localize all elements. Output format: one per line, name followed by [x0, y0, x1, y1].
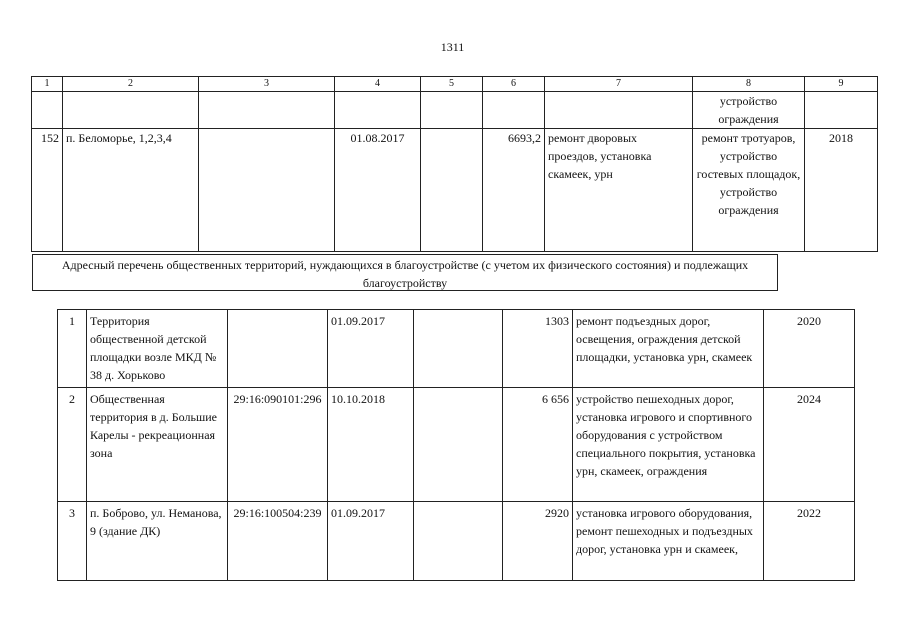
- planned-works-cell: устройство ограждения: [693, 92, 805, 129]
- row-number-cell: 152: [32, 129, 63, 252]
- table-cell: [414, 310, 503, 388]
- table-cell: [545, 92, 693, 129]
- table-cell: [32, 92, 63, 129]
- continuation-row: [32, 92, 878, 129]
- works-cell: установка игрового оборудования, ремонт пешеходных и подъездных дорог, установка урн и скамеек,: [573, 502, 764, 581]
- column-number: 2: [63, 77, 199, 92]
- row-number-cell: 2: [58, 388, 87, 502]
- cadastral-cell: [199, 129, 335, 252]
- name-cell: п. Боброво, ул. Неманова, 9 (здание ДК): [87, 502, 228, 581]
- column-number: 7: [545, 77, 693, 92]
- table-row: [58, 388, 855, 502]
- table-cell: [199, 92, 335, 129]
- area-cell: 1303: [503, 310, 573, 388]
- row-number-cell: 3: [58, 502, 87, 581]
- area-cell: 2920: [503, 502, 573, 581]
- area-cell: 6693,2: [483, 129, 545, 252]
- table-row: [32, 129, 878, 252]
- table-cell: [63, 92, 199, 129]
- date-cell: 01.09.2017: [328, 502, 414, 581]
- address-cell: п. Беломорье, 1,2,3,4: [63, 129, 199, 252]
- date-cell: 10.10.2018: [328, 388, 414, 502]
- row-number-cell: 1: [58, 310, 87, 388]
- date-cell: 01.09.2017: [328, 310, 414, 388]
- column-number: 1: [32, 77, 63, 92]
- works-cell: ремонт дворовых проездов, установка скамеек, урн: [545, 129, 693, 252]
- table-cell: [335, 92, 421, 129]
- table-cell: [414, 388, 503, 502]
- cadastral-cell: [228, 310, 328, 388]
- page-number: 1311: [440, 40, 465, 54]
- table-cell: [421, 129, 483, 252]
- column-number: 6: [483, 77, 545, 92]
- bottom-table: [57, 309, 855, 581]
- column-number: 9: [805, 77, 878, 92]
- top-table: [31, 76, 878, 252]
- year-cell: 2018: [805, 129, 878, 252]
- cadastral-cell: 29:16:090101:296: [228, 388, 328, 502]
- planned-works-cell: ремонт тротуаров, устройство гостевых площадок, устройство ограждения: [693, 129, 805, 252]
- table-cell: [805, 92, 878, 129]
- year-cell: 2024: [764, 388, 855, 502]
- works-cell: ремонт подъездных дорог, освещения, ограждения детской площадки, установка урн, скамеек: [573, 310, 764, 388]
- table-cell: [483, 92, 545, 129]
- table-cell: [414, 502, 503, 581]
- column-number: 5: [421, 77, 483, 92]
- section-heading: Адресный перечень общественных территорий, нуждающихся в благоустройстве (с учетом их физического состояния) и подлежащих благоустройству: [32, 254, 778, 291]
- cadastral-cell: 29:16:100504:239: [228, 502, 328, 581]
- column-number: 8: [693, 77, 805, 92]
- column-number-row: [32, 77, 878, 92]
- works-cell: устройство пешеходных дорог, установка игрового и спортивного оборудования с устройством специального покрытия, установка урн, скамеек, ограждения: [573, 388, 764, 502]
- date-cell: 01.08.2017: [335, 129, 421, 252]
- name-cell: Территория общественной детской площадки возле МКД № 38 д. Хорьково: [87, 310, 228, 388]
- column-number: 4: [335, 77, 421, 92]
- year-cell: 2022: [764, 502, 855, 581]
- name-cell: Общественная территория в д. Большие Карелы - рекреационная зона: [87, 388, 228, 502]
- year-cell: 2020: [764, 310, 855, 388]
- table-cell: [421, 92, 483, 129]
- table-row: [58, 502, 855, 581]
- table-row: [58, 310, 855, 388]
- column-number: 3: [199, 77, 335, 92]
- area-cell: 6 656: [503, 388, 573, 502]
